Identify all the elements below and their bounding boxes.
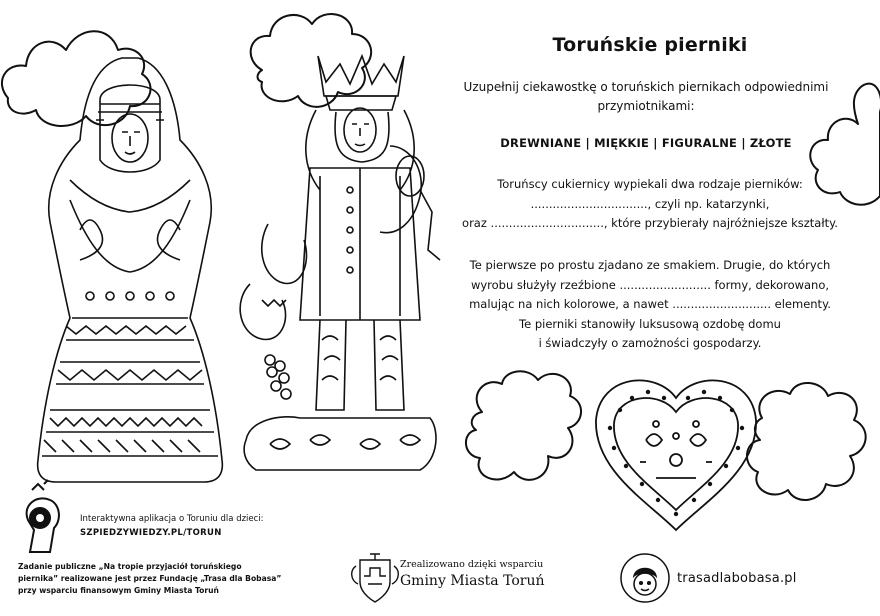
trasa-dla-bobasa-logo <box>621 554 669 602</box>
fill-in-paragraph-2 <box>440 256 860 354</box>
paragraph-line: wyrobu służyły rzeźbione ......................... formy, dekorowano, <box>470 277 830 292</box>
instruction-line: przymiotnikami: <box>597 99 695 113</box>
gingerbread-nobleman-figure <box>240 56 440 470</box>
sponsor-line-1: Zrealizowano dzięki wsparciu <box>400 559 544 570</box>
fill-in-paragraph-1 <box>440 175 860 234</box>
paragraph-line: Te pierniki stanowiły luksusową ozdobę domu <box>519 316 781 331</box>
paragraph-line: oraz ..............................., które przybierały najróżniejsze kształty. <box>462 216 838 230</box>
sponsor-line-2: Gminy Miasta Toruń <box>400 573 545 589</box>
grant-line: piernika” realizowane jest przez Fundację „Trasa dla Bobasa” <box>18 574 282 583</box>
cloud-bottom-right <box>747 383 866 500</box>
gingerbread-woman-figure <box>38 58 223 482</box>
grant-line: Zadanie publiczne „Na tropie przyjaciół toruńskiego <box>18 562 242 571</box>
heart-dots <box>608 390 744 516</box>
paragraph-line: Te pierwsze po prostu zjadano ze smakiem. Drugie, do których <box>469 258 831 272</box>
cloud-bottom-left <box>466 371 581 480</box>
spy-mascot-logo <box>27 480 59 552</box>
page-title: Toruńskie pierniki <box>552 34 748 56</box>
grant-note <box>18 561 318 597</box>
heart-gingerbread-drawing <box>596 380 756 530</box>
paragraph-line: i świadczyły o zamożności gospodarzy. <box>538 336 762 350</box>
cloud-top-middle <box>251 14 371 107</box>
paragraph-line: ................................, czyli np. katarzynki, <box>530 196 770 211</box>
app-link[interactable]: SZPIEDZYWIEDZY.PL/TORUN <box>80 528 222 538</box>
instruction-line: Uzupełnij ciekawostkę o toruńskich piernikach odpowiednimi <box>463 80 829 94</box>
paragraph-line: Toruńscy cukiernicy wypiekali dwa rodzaje pierników: <box>497 177 803 191</box>
sponsor-credit <box>400 559 544 589</box>
adjective-options: DREWNIANE | MIĘKKIE | FIGURALNE | ZŁOTE <box>500 136 792 150</box>
app-info <box>80 512 264 540</box>
grant-line: przy wsparciu finansowym Gminy Miasta Toruń <box>18 586 219 595</box>
app-label: Interaktywna aplikacja o Toruniu dla dzieci: <box>80 514 264 524</box>
website-link[interactable]: trasadlabobasa.pl <box>677 571 797 586</box>
torun-coat-of-arms <box>352 554 399 602</box>
paragraph-line: malując na nich kolorowe, a nawet ........................... elementy. <box>469 297 831 311</box>
instruction-text <box>446 78 846 116</box>
